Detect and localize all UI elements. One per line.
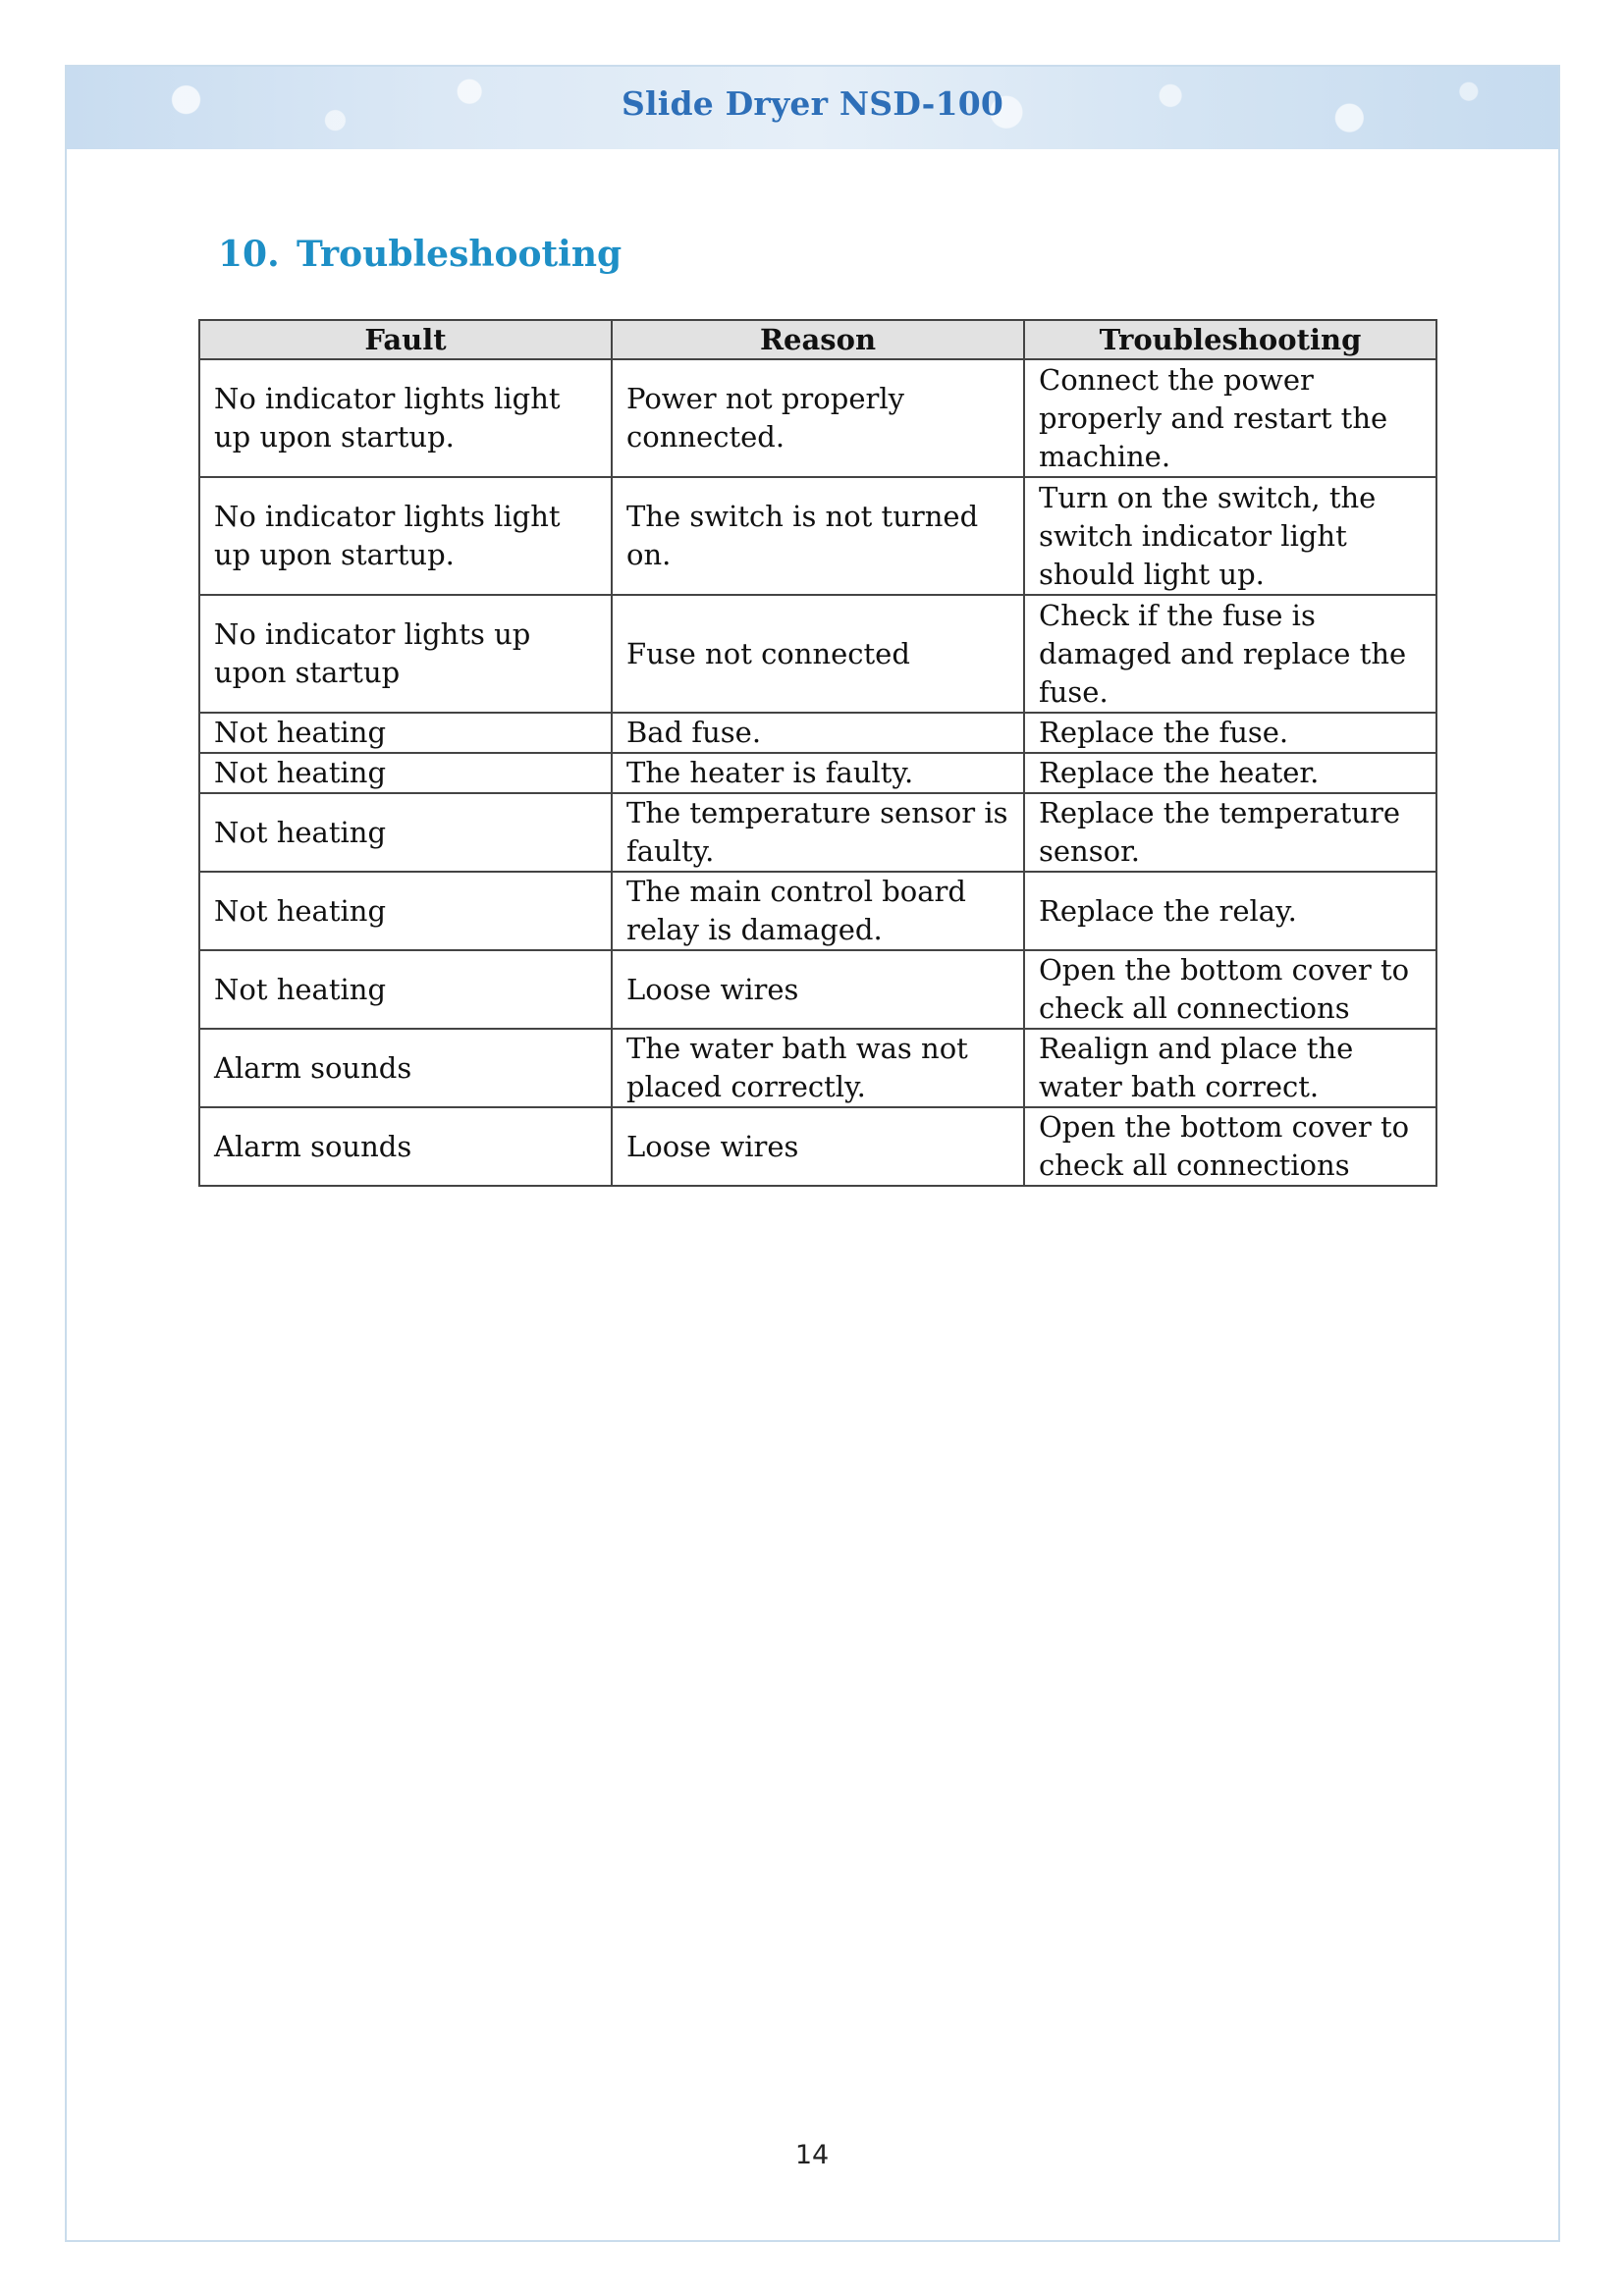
fix-cell: Replace the temperature sensor. — [1024, 793, 1436, 872]
reason-cell: The water bath was not placed correctly. — [612, 1029, 1024, 1107]
fix-cell: Connect the power properly and restart the machine. — [1024, 359, 1436, 477]
column-header-fault: Fault — [199, 320, 612, 359]
fix-cell: Realign and place the water bath correct. — [1024, 1029, 1436, 1107]
page-number: 14 — [794, 2140, 830, 2170]
section-title: Troubleshooting — [297, 234, 623, 275]
reason-cell: The main control board relay is damaged. — [612, 872, 1024, 950]
document-title: Slide Dryer NSD-100 — [621, 84, 1004, 123]
fault-cell: Not heating — [199, 713, 612, 753]
fix-cell: Check if the fuse is damaged and replace the fuse. — [1024, 595, 1436, 713]
fault-cell: Alarm sounds — [199, 1107, 612, 1186]
section-heading — [218, 234, 622, 275]
reason-cell: The heater is faulty. — [612, 753, 1024, 793]
fault-cell: Not heating — [199, 793, 612, 872]
table-row — [199, 872, 1436, 950]
column-header-reason: Reason — [612, 320, 1024, 359]
fault-cell: No indicator lights light up upon startup. — [199, 359, 612, 477]
fix-cell: Replace the fuse. — [1024, 713, 1436, 753]
fix-cell: Replace the heater. — [1024, 753, 1436, 793]
table-row — [199, 950, 1436, 1029]
fix-cell: Open the bottom cover to check all connections — [1024, 950, 1436, 1029]
table-row — [199, 359, 1436, 477]
section-number: 10. — [218, 234, 280, 275]
reason-cell: Loose wires — [612, 1107, 1024, 1186]
reason-cell: Fuse not connected — [612, 595, 1024, 713]
fault-cell: No indicator lights up upon startup — [199, 595, 612, 713]
table-row — [199, 713, 1436, 753]
fix-cell: Open the bottom cover to check all connections — [1024, 1107, 1436, 1186]
reason-cell: Loose wires — [612, 950, 1024, 1029]
fault-cell: Not heating — [199, 872, 612, 950]
table-row — [199, 477, 1436, 595]
column-header-troubleshooting: Troubleshooting — [1024, 320, 1436, 359]
reason-cell: The temperature sensor is faulty. — [612, 793, 1024, 872]
header-band — [67, 67, 1558, 149]
table-row — [199, 1029, 1436, 1107]
table-row — [199, 753, 1436, 793]
fix-cell: Turn on the switch, the switch indicator light should light up. — [1024, 477, 1436, 595]
table-row — [199, 595, 1436, 713]
table-row — [199, 793, 1436, 872]
reason-cell: The switch is not turned on. — [612, 477, 1024, 595]
fault-cell: Not heating — [199, 950, 612, 1029]
reason-cell: Power not properly connected. — [612, 359, 1024, 477]
reason-cell: Bad fuse. — [612, 713, 1024, 753]
fault-cell: Not heating — [199, 753, 612, 793]
fault-cell: No indicator lights light up upon startup. — [199, 477, 612, 595]
table-header-row — [199, 320, 1436, 359]
fix-cell: Replace the relay. — [1024, 872, 1436, 950]
table-row — [199, 1107, 1436, 1186]
fault-cell: Alarm sounds — [199, 1029, 612, 1107]
troubleshooting-table — [198, 319, 1437, 1187]
